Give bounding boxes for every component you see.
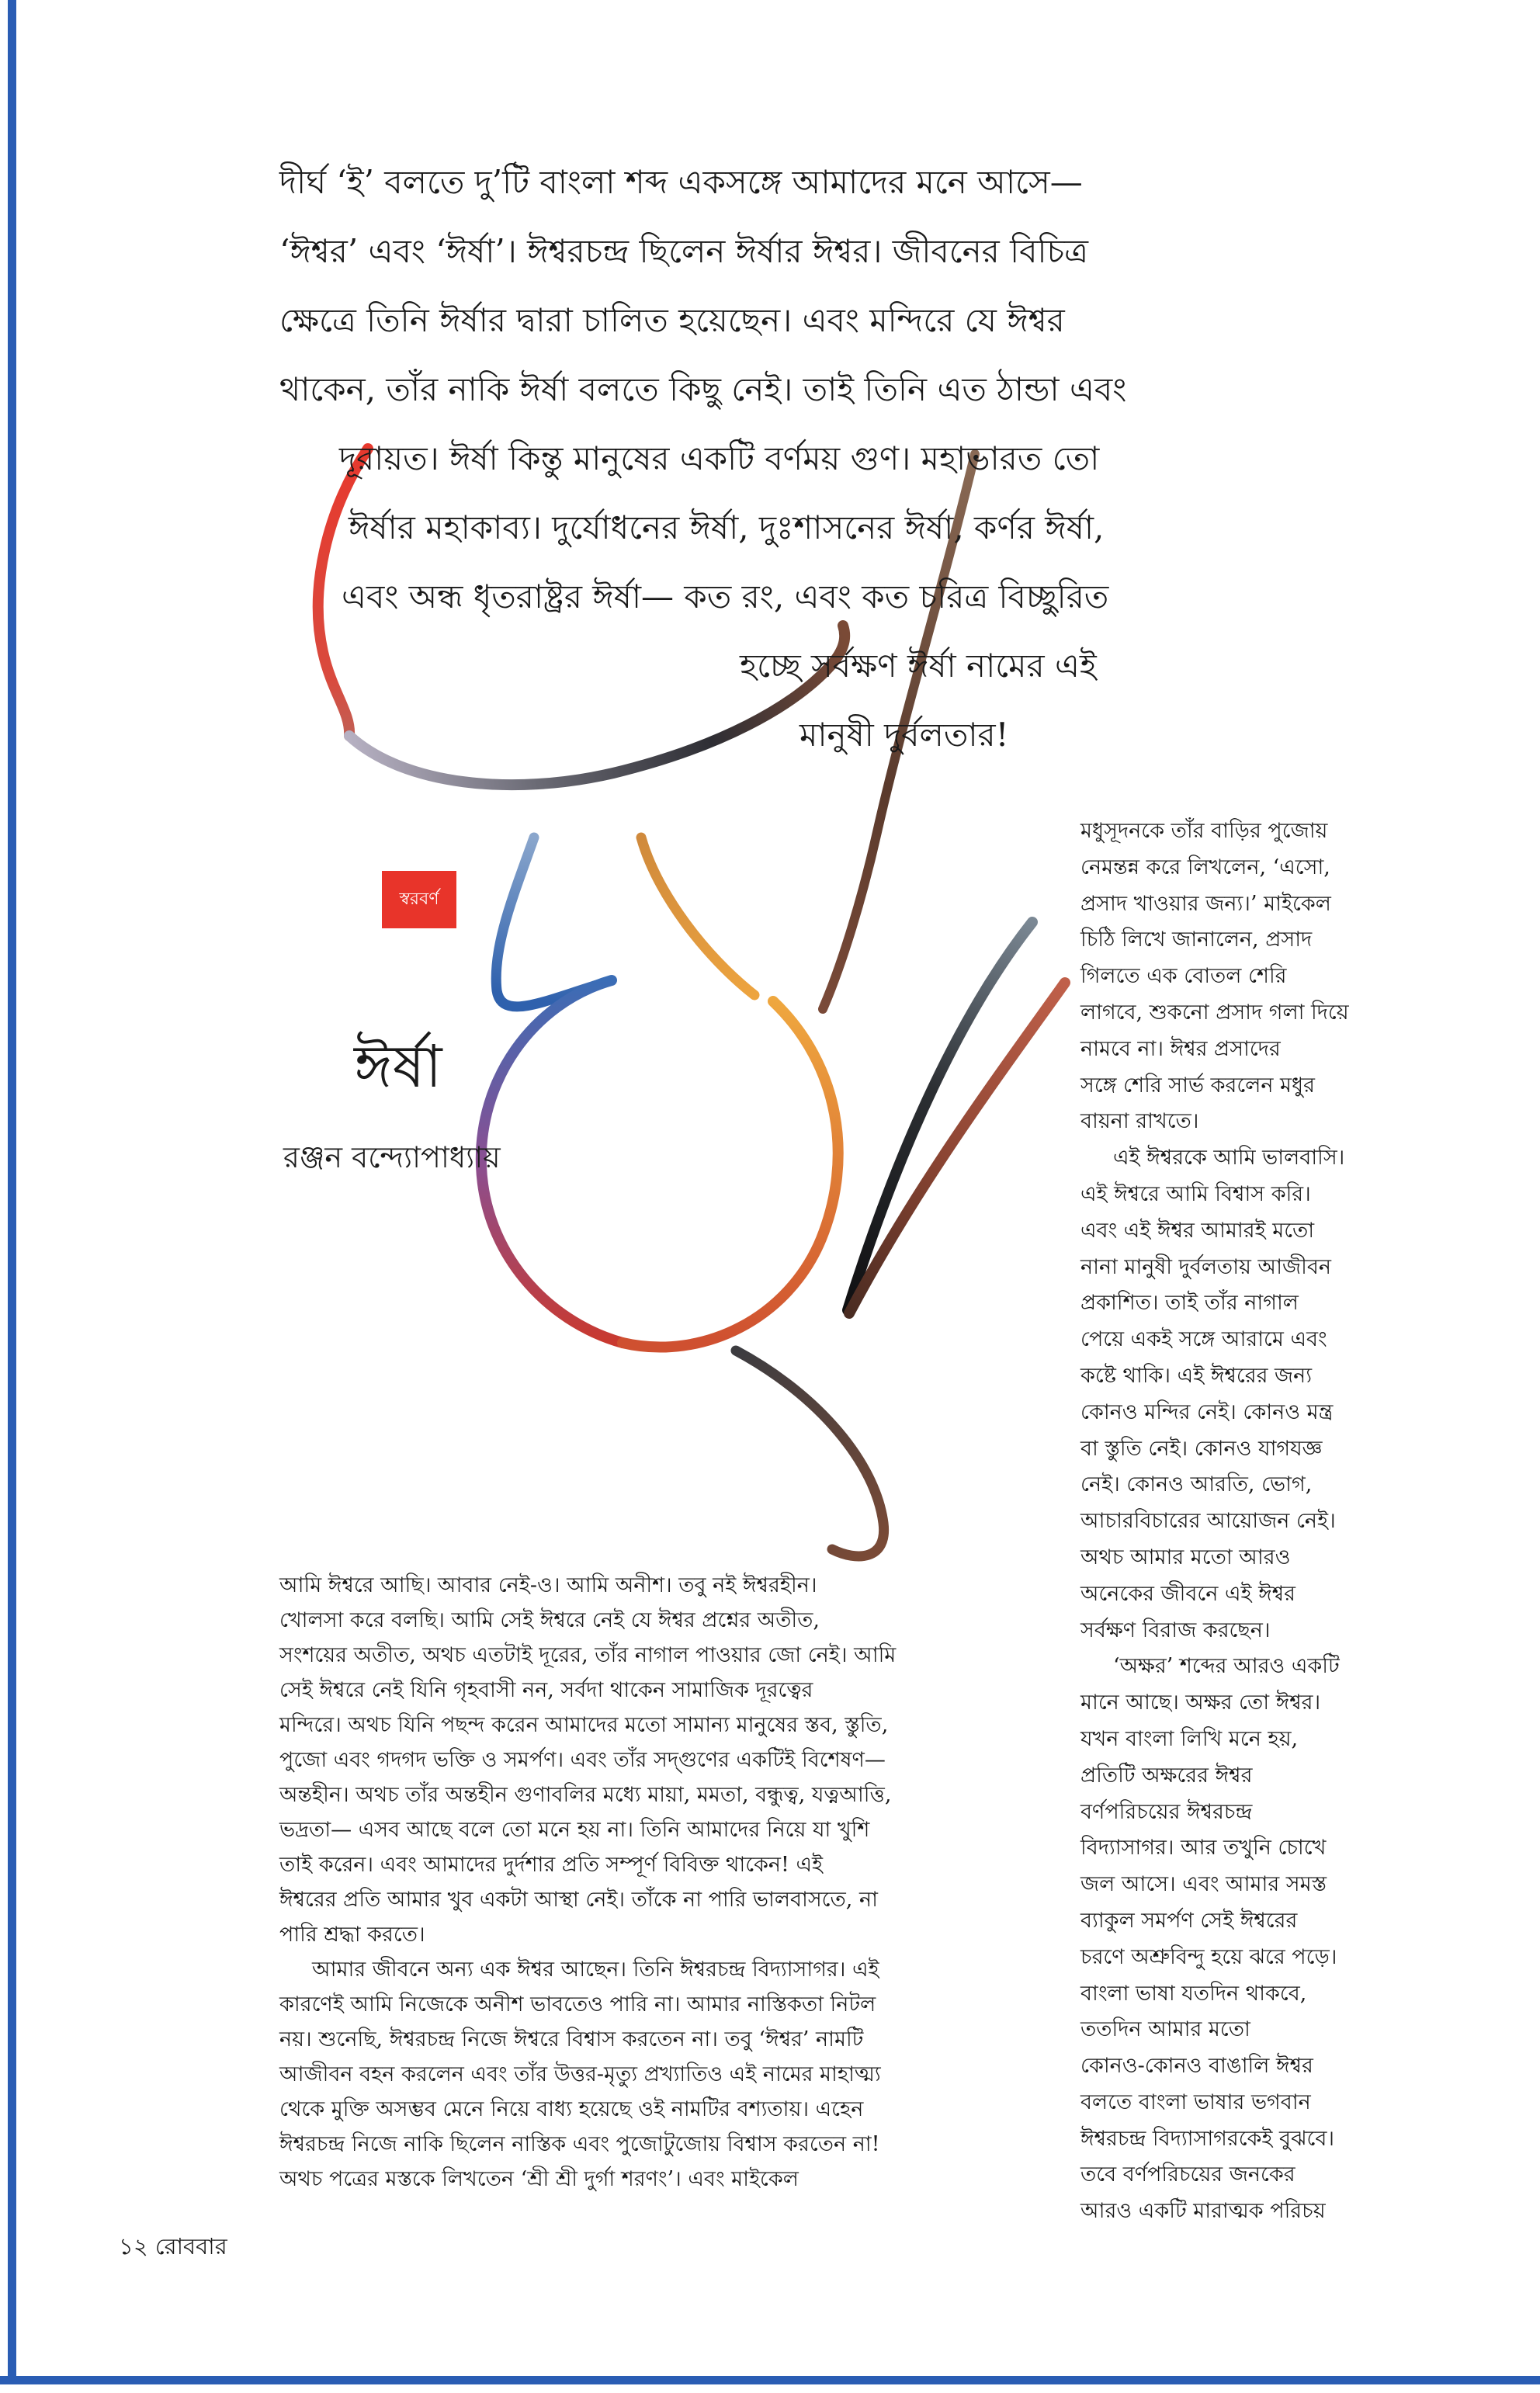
kicker-label: স্বরবর্ণ bbox=[399, 889, 439, 909]
text-line: গিলতে এক বোতল শেরি bbox=[1080, 964, 1287, 989]
kicker-badge bbox=[382, 871, 456, 928]
text-line: ‘অক্ষর’ শব্দের আরও একটি bbox=[1113, 1654, 1340, 1679]
text-line: নয়। শুনেছি, ঈশ্বরচন্দ্র নিজে ঈশ্বরে বিশ্বাস করতেন না। তবু ‘ঈশ্বর’ নামটি bbox=[279, 2027, 864, 2051]
text-line: জল আসে। এবং আমার সমস্ত bbox=[1080, 1872, 1327, 1897]
text-line: থাকেন, তাঁর নাকি ঈর্ষা বলতে কিছু নেই। তাই তিনি এত ঠান্ডা এবং bbox=[279, 370, 1127, 408]
text-line: অন্তহীন। অথচ তাঁর অন্তহীন গুণাবলির মধ্যে মায়া, মমতা, বন্ধুত্ব, যত্নআত্তি, bbox=[279, 1783, 892, 1807]
stroke-orange-stem bbox=[641, 838, 754, 995]
text-line: চরণে অশ্রুবিন্দু হয়ে ঝরে পড়ে। bbox=[1080, 1944, 1337, 1969]
text-line: যখন বাংলা লিখি মনে হয়, bbox=[1080, 1726, 1299, 1751]
text-line: পারি শ্রদ্ধা করতে। bbox=[279, 1923, 425, 1947]
text-line: প্রকাশিত। তাই তাঁর নাগাল bbox=[1080, 1291, 1299, 1316]
text-line: প্রতিটি অক্ষরের ঈশ্বর bbox=[1080, 1763, 1253, 1788]
text-line: প্রসাদ খাওয়ার জন্য।’ মাইকেল bbox=[1080, 891, 1331, 916]
text-line: এই ঈশ্বরকে আমি ভালবাসি। bbox=[1113, 1146, 1345, 1170]
stroke-bottom-tail bbox=[736, 1351, 884, 1556]
text-line: ক্ষেত্রে তিনি ঈর্ষার দ্বারা চালিত হয়েছেন। এবং মন্দিরে যে ঈশ্বর bbox=[279, 301, 1065, 339]
text-line: নেমন্তন্ন করে লিখলেন, ‘এসো, bbox=[1080, 855, 1330, 879]
text-line: ঈশ্বরচন্দ্র নিজে নাকি ছিলেন নাস্তিক এবং পুজোটুজোয় বিশ্বাস করতেন না! bbox=[279, 2132, 880, 2156]
text-line: অথচ পত্রের মস্তকে লিখতেন ‘শ্রী শ্রী দুর্গা শরণং’। এবং মাইকেল bbox=[279, 2167, 799, 2191]
stroke-blue-descender bbox=[496, 838, 599, 1007]
text-line: মানুষী দুর্বলতার! bbox=[799, 716, 1009, 754]
body-left-column bbox=[279, 1568, 1060, 2197]
text-line: বলতে বাংলা ভাষার ভগবান bbox=[1080, 2090, 1311, 2114]
text-line: নেই। কোনও আরতি, ভোগ, bbox=[1080, 1472, 1313, 1497]
text-line: আমার জীবনে অন্য এক ঈশ্বর আছেন। তিনি ঈশ্বরচন্দ্র বিদ্যাসাগর। এই bbox=[312, 1958, 879, 1982]
text-line: থেকে মুক্তি অসম্ভব মেনে নিয়ে বাধ্য হয়েছে ওই নামটির বশ্যতায়। এহেন bbox=[279, 2097, 864, 2121]
text-line: খোলসা করে বলছি। আমি সেই ঈশ্বরে নেই যে ঈশ্বর প্রশ্নের অতীত, bbox=[279, 1608, 820, 1632]
text-line: বাংলা ভাষা যতদিন থাকবে, bbox=[1080, 1981, 1307, 2006]
text-line: আচারবিচারের আয়োজন নেই। bbox=[1080, 1509, 1336, 1534]
text-line: বর্ণপরিচয়ের ঈশ্বরচন্দ্র bbox=[1080, 1799, 1253, 1824]
text-line: সঙ্গে শেরি সার্ভ করলেন মধুর bbox=[1080, 1073, 1316, 1098]
text-line: দূরায়ত। ঈর্ষা কিন্তু মানুষের একটি বর্ণময় গুণ। মহাভারত তো bbox=[339, 439, 1100, 477]
text-line: পুজো এবং গদগদ ভক্তি ও সমর্পণ। এবং তাঁর সদ্গুণের একটিই বিশেষণ— bbox=[279, 1748, 886, 1772]
text-line: ঈশ্বরের প্রতি আমার খুব একটা আস্থা নেই। তাঁকে না পারি ভালবাসতে, না bbox=[279, 1888, 878, 1912]
text-line: আরও একটি মারাত্মক পরিচয় bbox=[1080, 2199, 1326, 2224]
text-line: বিদ্যাসাগর। আর তখুনি চোখে bbox=[1080, 1836, 1327, 1861]
text-line: কারণেই আমি নিজেকে অনীশ ভাবতেও পারি না। আমার নাস্তিকতা নিটল bbox=[279, 1992, 876, 2017]
text-line: আজীবন বহন করলেন এবং তাঁর উত্তর-মৃত্যু প্রখ্যাতিও এই নামের মাহাত্ম্য bbox=[279, 2062, 881, 2086]
text-line: বা স্তুতি নেই। কোনও যাগযজ্ঞ bbox=[1080, 1436, 1323, 1461]
text-line: কোনও-কোনও বাঙালি ঈশ্বর bbox=[1080, 2054, 1313, 2079]
text-line: ব্যাকুল সমর্পণ সেই ঈশ্বরের bbox=[1080, 1908, 1298, 1933]
text-line: সর্বক্ষণ বিরাজ করছেন। bbox=[1080, 1618, 1271, 1642]
body-right-column bbox=[1080, 813, 1445, 2230]
text-line: সংশয়ের অতীত, অথচ এতটাই দূরের, তাঁর নাগাল পাওয়ার জো নেই। আমি bbox=[279, 1643, 897, 1667]
text-line: হচ্ছে সর্বক্ষণ ঈর্ষা নামের এই bbox=[740, 647, 1097, 685]
text-line: অথচ আমার মতো আরও bbox=[1080, 1545, 1291, 1569]
stroke-loop-left bbox=[481, 980, 623, 1343]
article-title: ঈর্ষা bbox=[354, 1032, 442, 1101]
text-line: ঈর্ষার মহাকাব্য। দুর্যোধনের ঈর্ষা, দুঃশাসনের ঈর্ষা, কর্ণর ঈর্ষা, bbox=[349, 508, 1105, 546]
text-line: এবং এই ঈশ্বর আমারই মতো bbox=[1080, 1218, 1315, 1243]
text-line: পেয়ে একই সঙ্গে আরামে এবং bbox=[1080, 1327, 1327, 1352]
text-line: নানা মানুষী দুর্বলতায় আজীবন bbox=[1080, 1254, 1332, 1279]
text-line: এই ঈশ্বরে আমি বিশ্বাস করি। bbox=[1080, 1181, 1311, 1206]
text-line: কষ্টে থাকি। এই ঈশ্বরের জন্য bbox=[1080, 1363, 1313, 1388]
text-line: বায়না রাখতে। bbox=[1080, 1109, 1199, 1134]
text-line: মন্দিরে। অথচ যিনি পছন্দ করেন আমাদের মতো সামান্য মানুষের স্তব, স্তুতি, bbox=[279, 1713, 889, 1737]
text-line: কোনও মন্দির নেই। কোনও মন্ত্র bbox=[1080, 1399, 1334, 1424]
text-line: অনেকের জীবনে এই ঈশ্বর bbox=[1080, 1581, 1296, 1606]
page-folio: ১২ রোববার bbox=[119, 2233, 227, 2259]
text-line: নামবে না। ঈশ্বর প্রসাদের bbox=[1080, 1036, 1281, 1061]
text-line: আমি ঈশ্বরে আছি। আবার নেই-ও। আমি অনীশ। তবু নই ঈশ্বরহীন। bbox=[279, 1573, 817, 1597]
stroke-v-black bbox=[848, 922, 1032, 1310]
text-line: সেই ঈশ্বরে নেই যিনি গৃহবাসী নন, সর্বদা থাকেন সামাজিক দূরত্বের bbox=[279, 1678, 813, 1702]
text-line: মানে আছে। অক্ষর তো ঈশ্বর। bbox=[1080, 1691, 1321, 1715]
text-line: তবে বর্ণপরিচয়ের জনকের bbox=[1080, 2162, 1295, 2187]
text-line: তাই করেন। এবং আমাদের দুর্দশার প্রতি সম্পূর্ণ বিবিক্ত থাকেন! এই bbox=[279, 1853, 824, 1877]
text-line: লাগবে, শুকনো প্রসাদ গলা দিয়ে bbox=[1080, 1000, 1349, 1025]
text-line: ততদিন আমার মতো bbox=[1080, 2017, 1250, 2042]
text-line: মধুসূদনকে তাঁর বাড়ির পুজোয় bbox=[1080, 819, 1328, 843]
text-line: ঈশ্বরচন্দ্র বিদ্যাসাগরকেই বুঝবে। bbox=[1080, 2126, 1335, 2151]
text-line: এবং অন্ধ ধৃতরাষ্ট্রর ঈর্ষা— কত রং, এবং কত চরিত্র বিচ্ছুরিত bbox=[342, 577, 1109, 616]
author-byline: রঞ্জন বন্দ্যোপাধ্যায় bbox=[283, 1140, 501, 1174]
text-line: ভদ্রতা— এসব আছে বলে তো মনে হয় না। তিনি আমাদের নিয়ে যা খুশি bbox=[279, 1818, 870, 1842]
stroke-loop-right bbox=[623, 1001, 838, 1347]
text-line: দীর্ঘ ‘ই’ বলতে দু’টি বাংলা শব্দ একসঙ্গে আমাদের মনে আসে— bbox=[279, 163, 1083, 201]
text-line: চিঠি লিখে জানালেন, প্রসাদ bbox=[1080, 928, 1313, 952]
text-line: ‘ঈশ্বর’ এবং ‘ঈর্ষা’। ঈশ্বরচন্দ্র ছিলেন ঈর্ষার ঈশ্বর। জীবনের বিচিত্র bbox=[279, 232, 1089, 270]
